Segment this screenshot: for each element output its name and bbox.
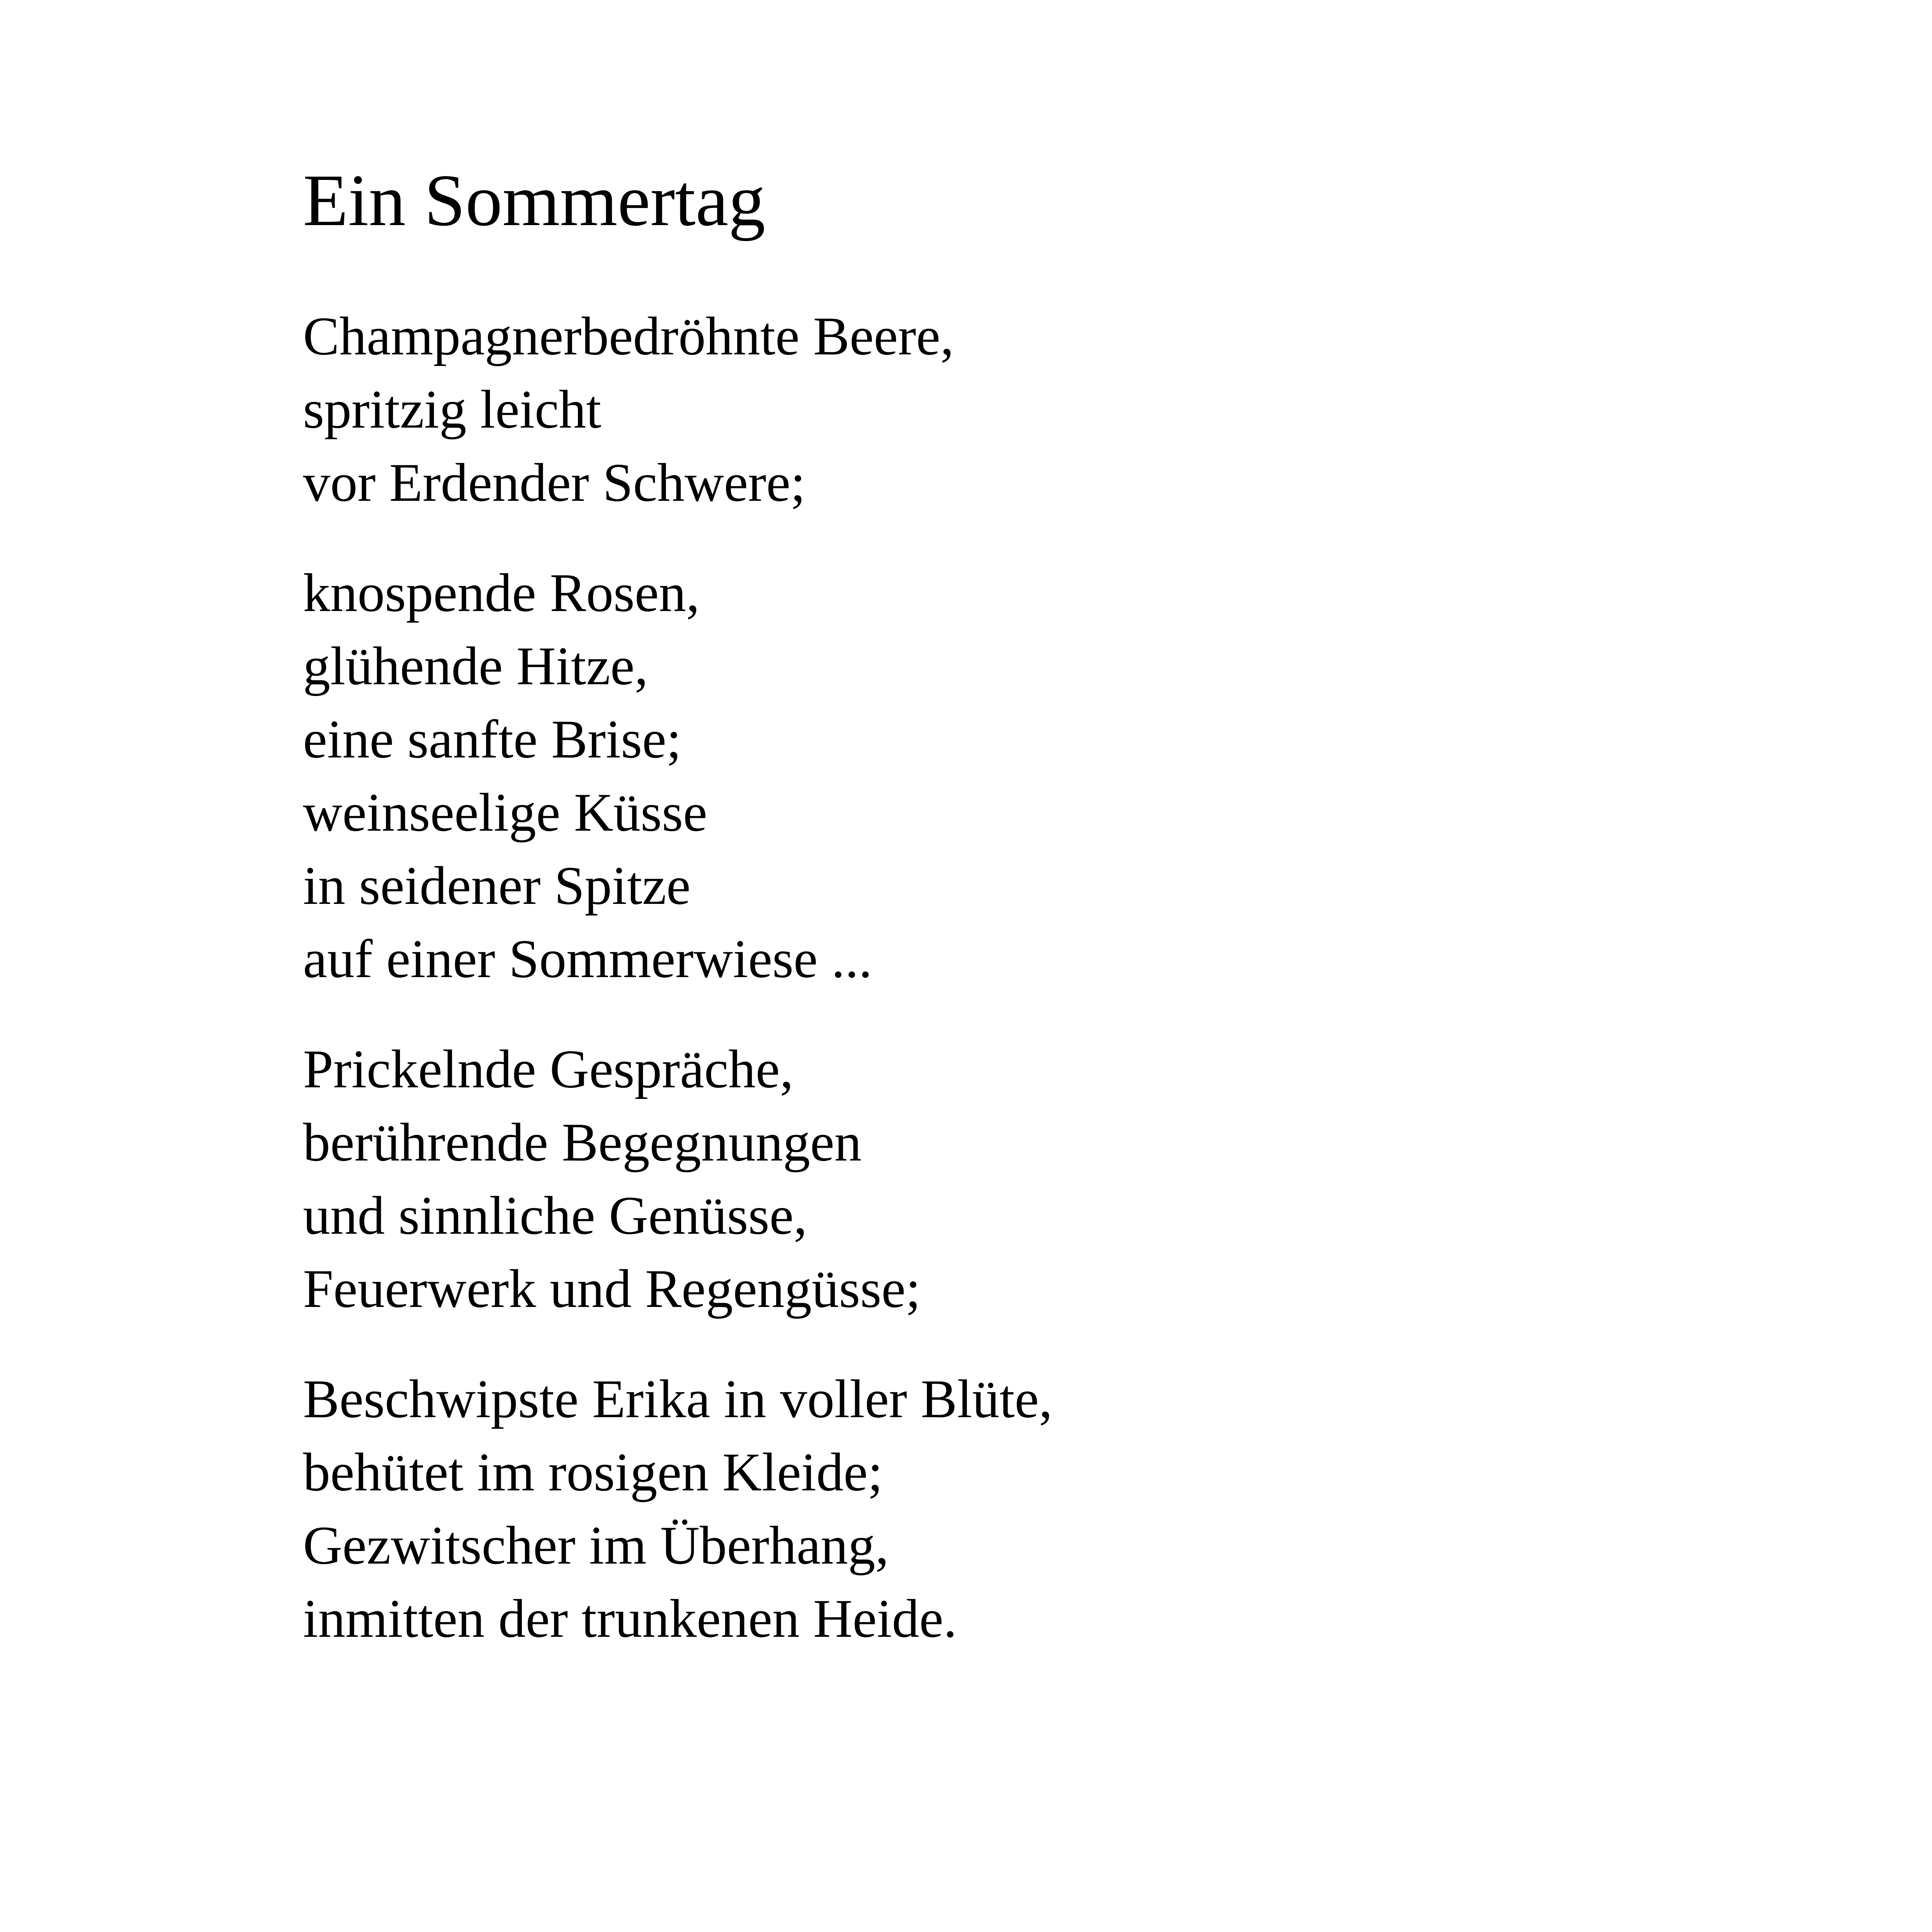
- poem-line: berührende Begegnungen: [303, 1112, 862, 1173]
- poem-line: Beschwipste Erika in voller Blüte,: [303, 1369, 1053, 1429]
- poem-line: behütet im rosigen Kleide;: [303, 1442, 883, 1502]
- poem-line: Prickelnde Gespräche,: [303, 1039, 794, 1099]
- poem-line: auf einer Sommerwiese ...: [303, 929, 872, 989]
- poem-line: spritzig leicht: [303, 379, 601, 440]
- poem-line: Gezwitscher im Überhang,: [303, 1515, 889, 1576]
- poem-line: in seidener Spitze: [303, 856, 691, 916]
- stanza-3: [303, 1033, 1705, 1326]
- poem-line: vor Erdender Schwere;: [303, 453, 806, 513]
- poem-line: inmitten der trunkenen Heide.: [303, 1589, 957, 1649]
- poem-line: knospende Rosen,: [303, 563, 700, 623]
- poem-title: Ein Sommertag: [303, 160, 766, 241]
- stanza-1: [303, 300, 1705, 520]
- stanza-4: [303, 1363, 1705, 1655]
- poem-line: Champagnerbedröhnte Beere,: [303, 306, 954, 366]
- poem: [303, 160, 1705, 1692]
- poem-line: Feuerwerk und Regengüsse;: [303, 1259, 921, 1319]
- poem-line: eine sanfte Brise;: [303, 709, 682, 770]
- poem-line: weinseelige Küsse: [303, 782, 708, 843]
- stanza-2: [303, 557, 1705, 996]
- poem-line: glühende Hitze,: [303, 636, 648, 696]
- poem-line: und sinnliche Genüsse,: [303, 1185, 807, 1246]
